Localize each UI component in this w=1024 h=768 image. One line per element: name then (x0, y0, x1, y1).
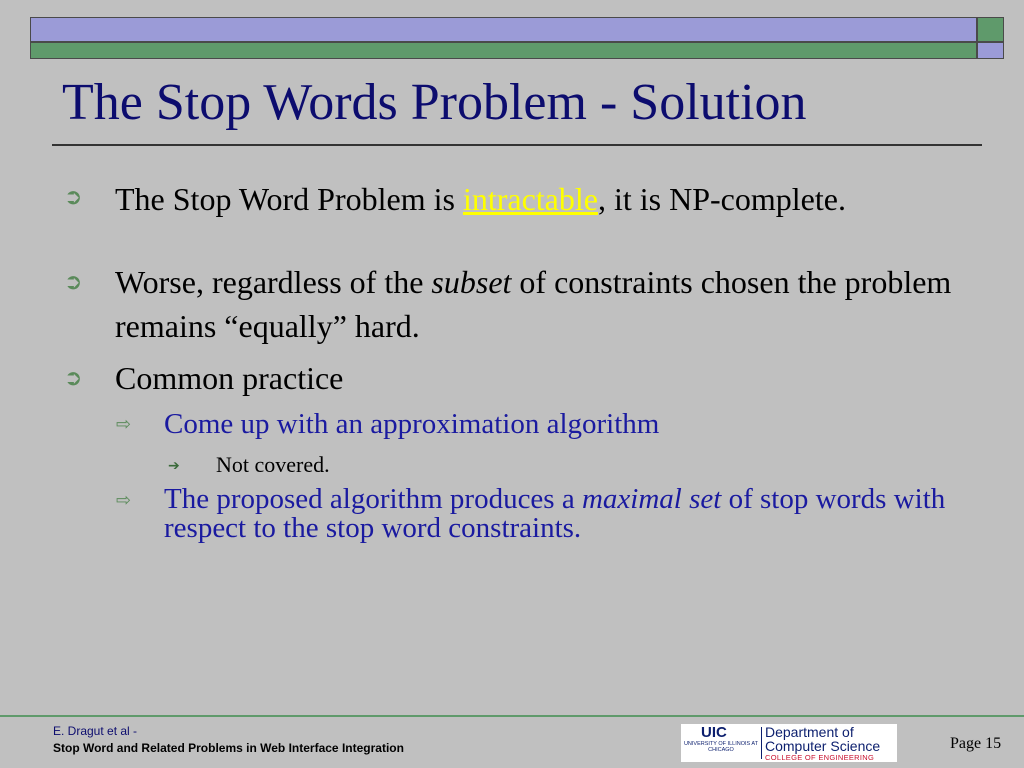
logo-department-line2: Computer Science (765, 738, 881, 754)
bullet-common-practice: Common practice (115, 360, 344, 396)
hollow-arrow-icon: ⇨ (116, 490, 132, 511)
bullet-text: The Stop Word Problem is (115, 181, 463, 217)
curved-arrow-icon: ➲ (64, 270, 83, 295)
small-arrow-icon: ➔ (168, 458, 180, 474)
footer-divider (0, 715, 1024, 717)
header-bar-green (30, 42, 977, 59)
logo-department-line1: Department of (765, 724, 854, 740)
page-number: Page 15 (950, 735, 1002, 752)
slide-title: The Stop Words Problem - Solution (62, 74, 807, 131)
uic-cs-logo (681, 724, 897, 762)
highlighted-word: intractable (462, 181, 598, 217)
footer-author: E. Dragut et al - (53, 724, 138, 738)
subbullet-proposed-algorithm (164, 485, 1019, 543)
hollow-arrow-icon: ⇨ (116, 414, 132, 435)
logo-divider (761, 727, 762, 759)
bullet-worse (115, 260, 1015, 348)
logo-university-text: UNIVERSITY OF ILLINOIS AT CHICAGO (683, 741, 759, 753)
subsubbullet-not-covered: Not covered. (216, 452, 330, 477)
title-divider (52, 144, 982, 146)
header-square-green (977, 17, 1004, 42)
logo-uic-text: UIC (701, 724, 727, 741)
curved-arrow-icon: ➲ (64, 366, 83, 391)
logo-college-text: COLLEGE OF ENGINEERING (765, 753, 875, 762)
bullet-text: The proposed algorithm produces a (164, 483, 582, 515)
curved-arrow-icon: ➲ (64, 185, 83, 210)
header-bar-blue (30, 17, 977, 42)
header-square-blue (977, 42, 1004, 59)
emphasis-word: maximal set (581, 483, 722, 515)
subbullet-approximation: Come up with an approximation algorithm (164, 408, 660, 440)
bullet-text: Worse, regardless of the (115, 264, 432, 300)
bullet-text: of constraints chosen the problem remains “equally” hard. (115, 264, 952, 344)
footer-presentation-title: Stop Word and Related Problems in Web Interface Integration (53, 741, 404, 755)
bullet-intractable (115, 182, 1015, 216)
bullet-text: of stop words with respect to the stop word constraints. (164, 483, 946, 544)
emphasis-word: subset (431, 264, 512, 300)
bullet-text: , it is NP-complete. (597, 181, 846, 217)
